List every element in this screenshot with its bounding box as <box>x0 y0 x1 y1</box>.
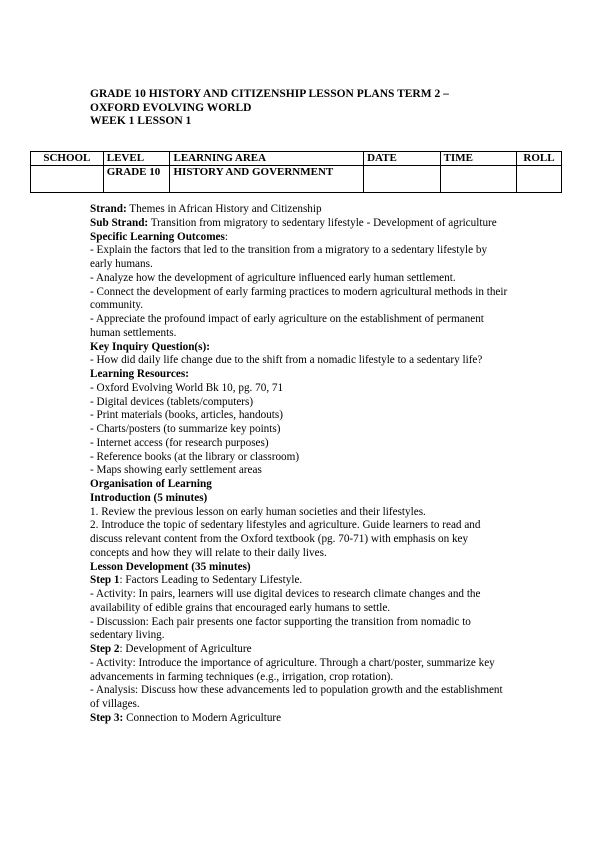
table-row <box>31 166 562 193</box>
cell-school <box>31 166 104 193</box>
list-item: - Internet access (for research purposes) <box>90 436 269 449</box>
title-line-2: OXFORD EVOLVING WORLD <box>90 101 252 114</box>
title-line-1: GRADE 10 HISTORY AND CITIZENSHIP LESSON PLANS TERM 2 – <box>90 88 449 100</box>
strand <box>90 203 510 217</box>
lesson-info-table <box>30 151 562 193</box>
header-time: TIME <box>440 152 516 166</box>
header-roll: ROLL <box>517 152 562 166</box>
cell-roll <box>517 166 562 193</box>
cell-level: GRADE 10 <box>103 166 170 193</box>
list-item: 2. Introduce the topic of sedentary lifestyles and agriculture. Guide learners to read and discuss relevant content from the Oxford textbook (pg. 70-71) with emphasis on key concepts and how they will relate to their daily lives. <box>90 519 481 559</box>
header-level: LEVEL <box>103 152 170 166</box>
strand-text: Themes in African History and Citizenship <box>126 203 322 215</box>
list-item: - Reference books (at the library or classroom) <box>90 450 300 463</box>
header-learning-area: LEARNING AREA <box>170 152 364 166</box>
sub-strand-label: Sub Strand: <box>90 216 149 229</box>
list-item: - How did daily life change due to the shift from a nomadic lifestyle to a sedentary life? <box>90 354 483 367</box>
sub-strand-text: Transition from migratory to sedentary lifestyle - Development of agriculture <box>148 216 497 229</box>
introduction-heading: Introduction (5 minutes) <box>90 491 208 504</box>
header-school: SCHOOL <box>31 152 104 166</box>
organisation-heading: Organisation of Learning <box>90 478 212 490</box>
list-item: - Activity: In pairs, learners will use digital devices to research climate changes and the availability of edible grains that encouraged early humans to settle. <box>90 588 481 614</box>
strand-label: Strand: <box>90 203 127 215</box>
step-3-heading: Step 3: Connection to Modern Agriculture <box>90 711 282 724</box>
cell-date <box>364 166 440 193</box>
sub-strand <box>90 217 510 231</box>
list-item: - Charts/posters (to summarize key points) <box>90 423 281 435</box>
list-item: 1. Review the previous lesson on early human societies and their lifestyles. <box>90 505 426 518</box>
cell-time <box>440 166 516 193</box>
list-item: - Connect the development of early farming practices to modern agricultural methods in their community. <box>90 285 508 312</box>
header-date: DATE <box>364 152 440 166</box>
resources-heading: Learning Resources: <box>90 368 189 380</box>
cell-learning-area: HISTORY AND GOVERNMENT <box>170 166 364 193</box>
lesson-content <box>90 203 510 726</box>
list-item: - Activity: Introduce the importance of agriculture. Through a chart/poster, summarize key advancements in farming techniques (e.g., irrigation, crop rotation). <box>90 656 495 683</box>
list-item: - Analysis: Discuss how these advancements led to population growth and the establishment of villages. <box>90 684 503 710</box>
table-header-row <box>31 152 562 166</box>
outcomes-heading: Specific Learning Outcomes: <box>90 230 228 243</box>
list-item: - Oxford Evolving World Bk 10, pg. 70, 71 <box>90 381 284 394</box>
list-item: - Maps showing early settlement areas <box>90 464 262 477</box>
inquiry-heading: Key Inquiry Question(s): <box>90 340 210 353</box>
list-item: - Appreciate the profound impact of early agriculture on the establishment of permanent human settlements. <box>90 313 484 339</box>
step-2-heading: Step 2: Development of Agriculture <box>90 643 252 655</box>
lesson-development-heading: Lesson Development (35 minutes) <box>90 560 251 573</box>
title-line-3: WEEK 1 LESSON 1 <box>90 115 192 127</box>
list-item: - Discussion: Each pair presents one factor supporting the transition from nomadic to sedentary living. <box>90 615 471 642</box>
list-item: - Print materials (books, articles, handouts) <box>90 409 283 422</box>
list-item: - Explain the factors that led to the transition from a migratory to a sedentary lifestyle by early humans. <box>90 244 488 270</box>
list-item: - Analyze how the development of agriculture influenced early human settlement. <box>90 271 456 284</box>
list-item: - Digital devices (tablets/computers) <box>90 395 254 408</box>
document-title <box>90 88 510 129</box>
step-1-heading: Step 1: Factors Leading to Sedentary Lifestyle. <box>90 574 303 587</box>
